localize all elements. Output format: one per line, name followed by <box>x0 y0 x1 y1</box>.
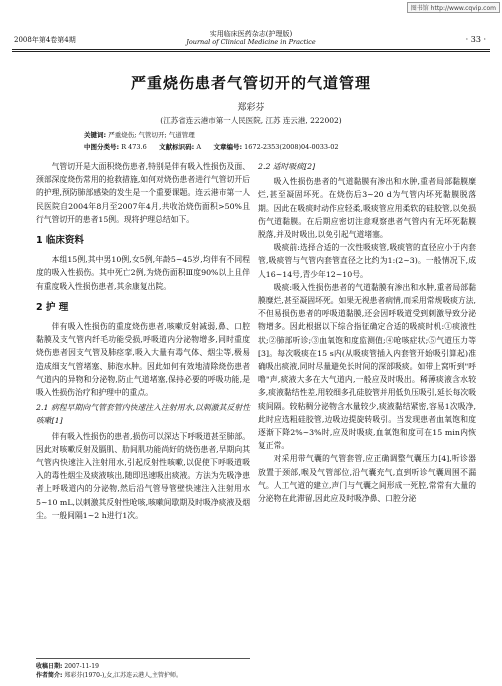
section-2-2-paragraph-3: 吸痰:吸入性损伤患者的气道黏膜有渗出和水肿,重者局部黏膜糜烂,甚至凝固坏死。如果无视患者病情,而采用常规吸痰方法,不但易损伤患者的呼吸道黏膜,还会因呼吸道受到刺激导致分泌物增多。因此根据以下综合指征确定合适的吸痰时机:①痰液性状;②肺部听诊;③血氧饱和度监测值;④呛咳症状;⑤气道压力等[3]。每次吸痰在15 s内(从吸痰管插入内套管开始吸引算起)准确吸出痰液,同时尽量避免长时间的深部吸痰。如带上窝听到"呼噜"声,痰液大多在大气道内,一般应及时吸出。稀薄痰液含水较多,痰液黏结性差,用较细多孔硅胶管并用低负压吸引,延长每次吸痰间隔。较粘稠分泌物含水量较少,痰液黏结紧密,容易1次吸净,此时应选粗硅胶管,边吸边提旋转吸引。当发现患者血氧饱和度逐渐下降2%~3%时,应及时吸痰,血氧饱和度可在15 min内恢复正常。 <box>258 282 476 451</box>
doc-code: A <box>196 143 202 151</box>
received-date: 2007-11-19 <box>64 663 99 670</box>
section-1-text: 本组15例,其中男10例,女5例,年龄5~45岁,均伴有不同程度的吸入性损伤。其中死亡2例,为烧伤面积Ⅲ度90%以上且伴有重度吸入性损伤患者,其余康复出院。 <box>36 255 250 291</box>
watermark-stamp: 图书馆 http://www.cqvip.com <box>407 2 500 13</box>
footnote <box>36 658 250 680</box>
keywords-label: 关键词: <box>84 131 107 139</box>
doc-code-label: 文献标识码: <box>159 143 195 151</box>
left-column <box>36 160 250 522</box>
article-id-label: 文章编号: <box>213 143 243 151</box>
section-2-2-paragraph-2: 吸痰前:选择合适的一次性吸痰管,吸痰管的直径应小于内套管,吸痰管与气管内套管直径之比约为1:(2~3)。一般情况下,成人16~14号,青少年12~10号。 <box>258 243 476 279</box>
clc-label: 中图分类号: <box>84 143 120 151</box>
author-name: 郑彩芬 <box>237 103 265 113</box>
section-1-title: 1 临床资料 <box>36 235 84 247</box>
received-line <box>36 662 250 671</box>
section-2-1-title: 2.1 病程早期向气管套管内快速注入注射用水,以刺激其反射性咳嗽[1] <box>36 403 250 426</box>
section-2-2-paragraph-1: 吸入性损伤患者的气道黏膜有渗出和水肿,重者局部黏膜糜烂,甚至凝固坏死。在烧伤后3~20 d为气管内坏死黏膜脱落期。因此在吸痰时动作应轻柔,吸痰管应用柔软的硅胶管,以免损伤气道黏膜。在后期应密切注意观察患者气管内有无坏死黏膜脱落,并及时吸出,以免引起气道堵塞。 <box>258 177 476 240</box>
keywords-line <box>84 130 195 139</box>
running-header <box>12 27 490 47</box>
section-2-2-title: 2.2 适时吸痰[2] <box>258 162 316 171</box>
keywords: 严重烧伤; 气管切开; 气道管理 <box>108 131 195 139</box>
author-bio: 郑彩芬(1970-),女,江苏连云港人,主管护师。 <box>64 672 183 679</box>
section-2-2-paragraph-4: 对采用带气囊的气管套管,应正确调整气囊压力[4],听诊器放置于颈部,喉及气管部位,沿气囊充气,直到听诊气囊周围不漏气。人工气道的建立,声门与气囊之间形成一死腔,常常有大量的分泌物在此滞留,因此应及时吸净鼻、口腔分泌 <box>258 454 476 504</box>
header-rule <box>12 49 490 50</box>
article-title: 严重烧伤患者气管切开的气道管理 <box>130 74 371 92</box>
author-bio-label: 作者简介: <box>36 672 63 679</box>
right-column <box>258 160 476 505</box>
journal-title-en: Journal of Clinical Medicine in Practice <box>186 38 316 46</box>
affiliation: (江苏省连云港市第一人民医院, 江苏 连云港, 222002) <box>160 116 342 125</box>
section-2-title: 2 护 理 <box>36 301 69 313</box>
clc-code: R 473.6 <box>121 143 147 151</box>
author-bio-line <box>36 671 250 680</box>
classification-line <box>84 142 339 151</box>
received-label: 收稿日期: <box>36 663 63 670</box>
journal-title-cn: 实用临床医药杂志(护理版) <box>209 30 293 38</box>
issue-info: 2008年第4卷第4期 <box>14 36 76 44</box>
article-id: 1672-2353(2008)04-0033-02 <box>244 143 339 151</box>
section-2-1-text: 伴有吸入性损伤的患者,损伤可以深达下呼吸道甚至肺部。因此对咳嗽反射及膈肌、肋间肌功能尚好的烧伤患者,早期向其气管内快速注入注射用水,引起反射性咳嗽,以促使下呼吸道吸入的毒性烟尘及痰液咳出,随即迅速吸出痰液。方法为先吸净患者上呼吸道内的分泌物,然后沿气管导管壁快速注入注射用水5~10 mL,以刺激其反射性呛咳,咳嗽间歇期及时吸净痰液及烟尘。一般间隔1~2 h进行1次。 <box>36 431 250 520</box>
intro-paragraph: 气管切开是大面积烧伤患者,特别是伴有吸入性损伤及面、颈部深度烧伤常用的抢救措施,如何对烧伤患者进行气管切开后的护理,预防肺部感染的发生是一个重要课题。连云港市第一人民医院自2004年8月至2007年4月,共收治烧伤面积>50%且行气管切开的患者15例。现将护理总结如下。 <box>36 162 250 224</box>
page-number: · 33 · <box>465 35 486 44</box>
header-rule-thin <box>12 51 490 52</box>
section-2-text: 伴有吸入性损伤的重度烧伤患者,咳嗽反射减弱,鼻、口腔黏膜及支气管内纤毛功能受损,呼吸道内分泌物增多,同时重度烧伤患者因支气管及肺痉挛,吸入大量有毒气体、烟尘等,极易造成细支气管堵塞、肺泡水肿。因此如何有效地清除烧伤患者气道内的异物和分泌物,防止气道堵塞,保持必要的呼吸功能,是吸入性损伤治疗和护理中的重点。 <box>36 322 250 398</box>
